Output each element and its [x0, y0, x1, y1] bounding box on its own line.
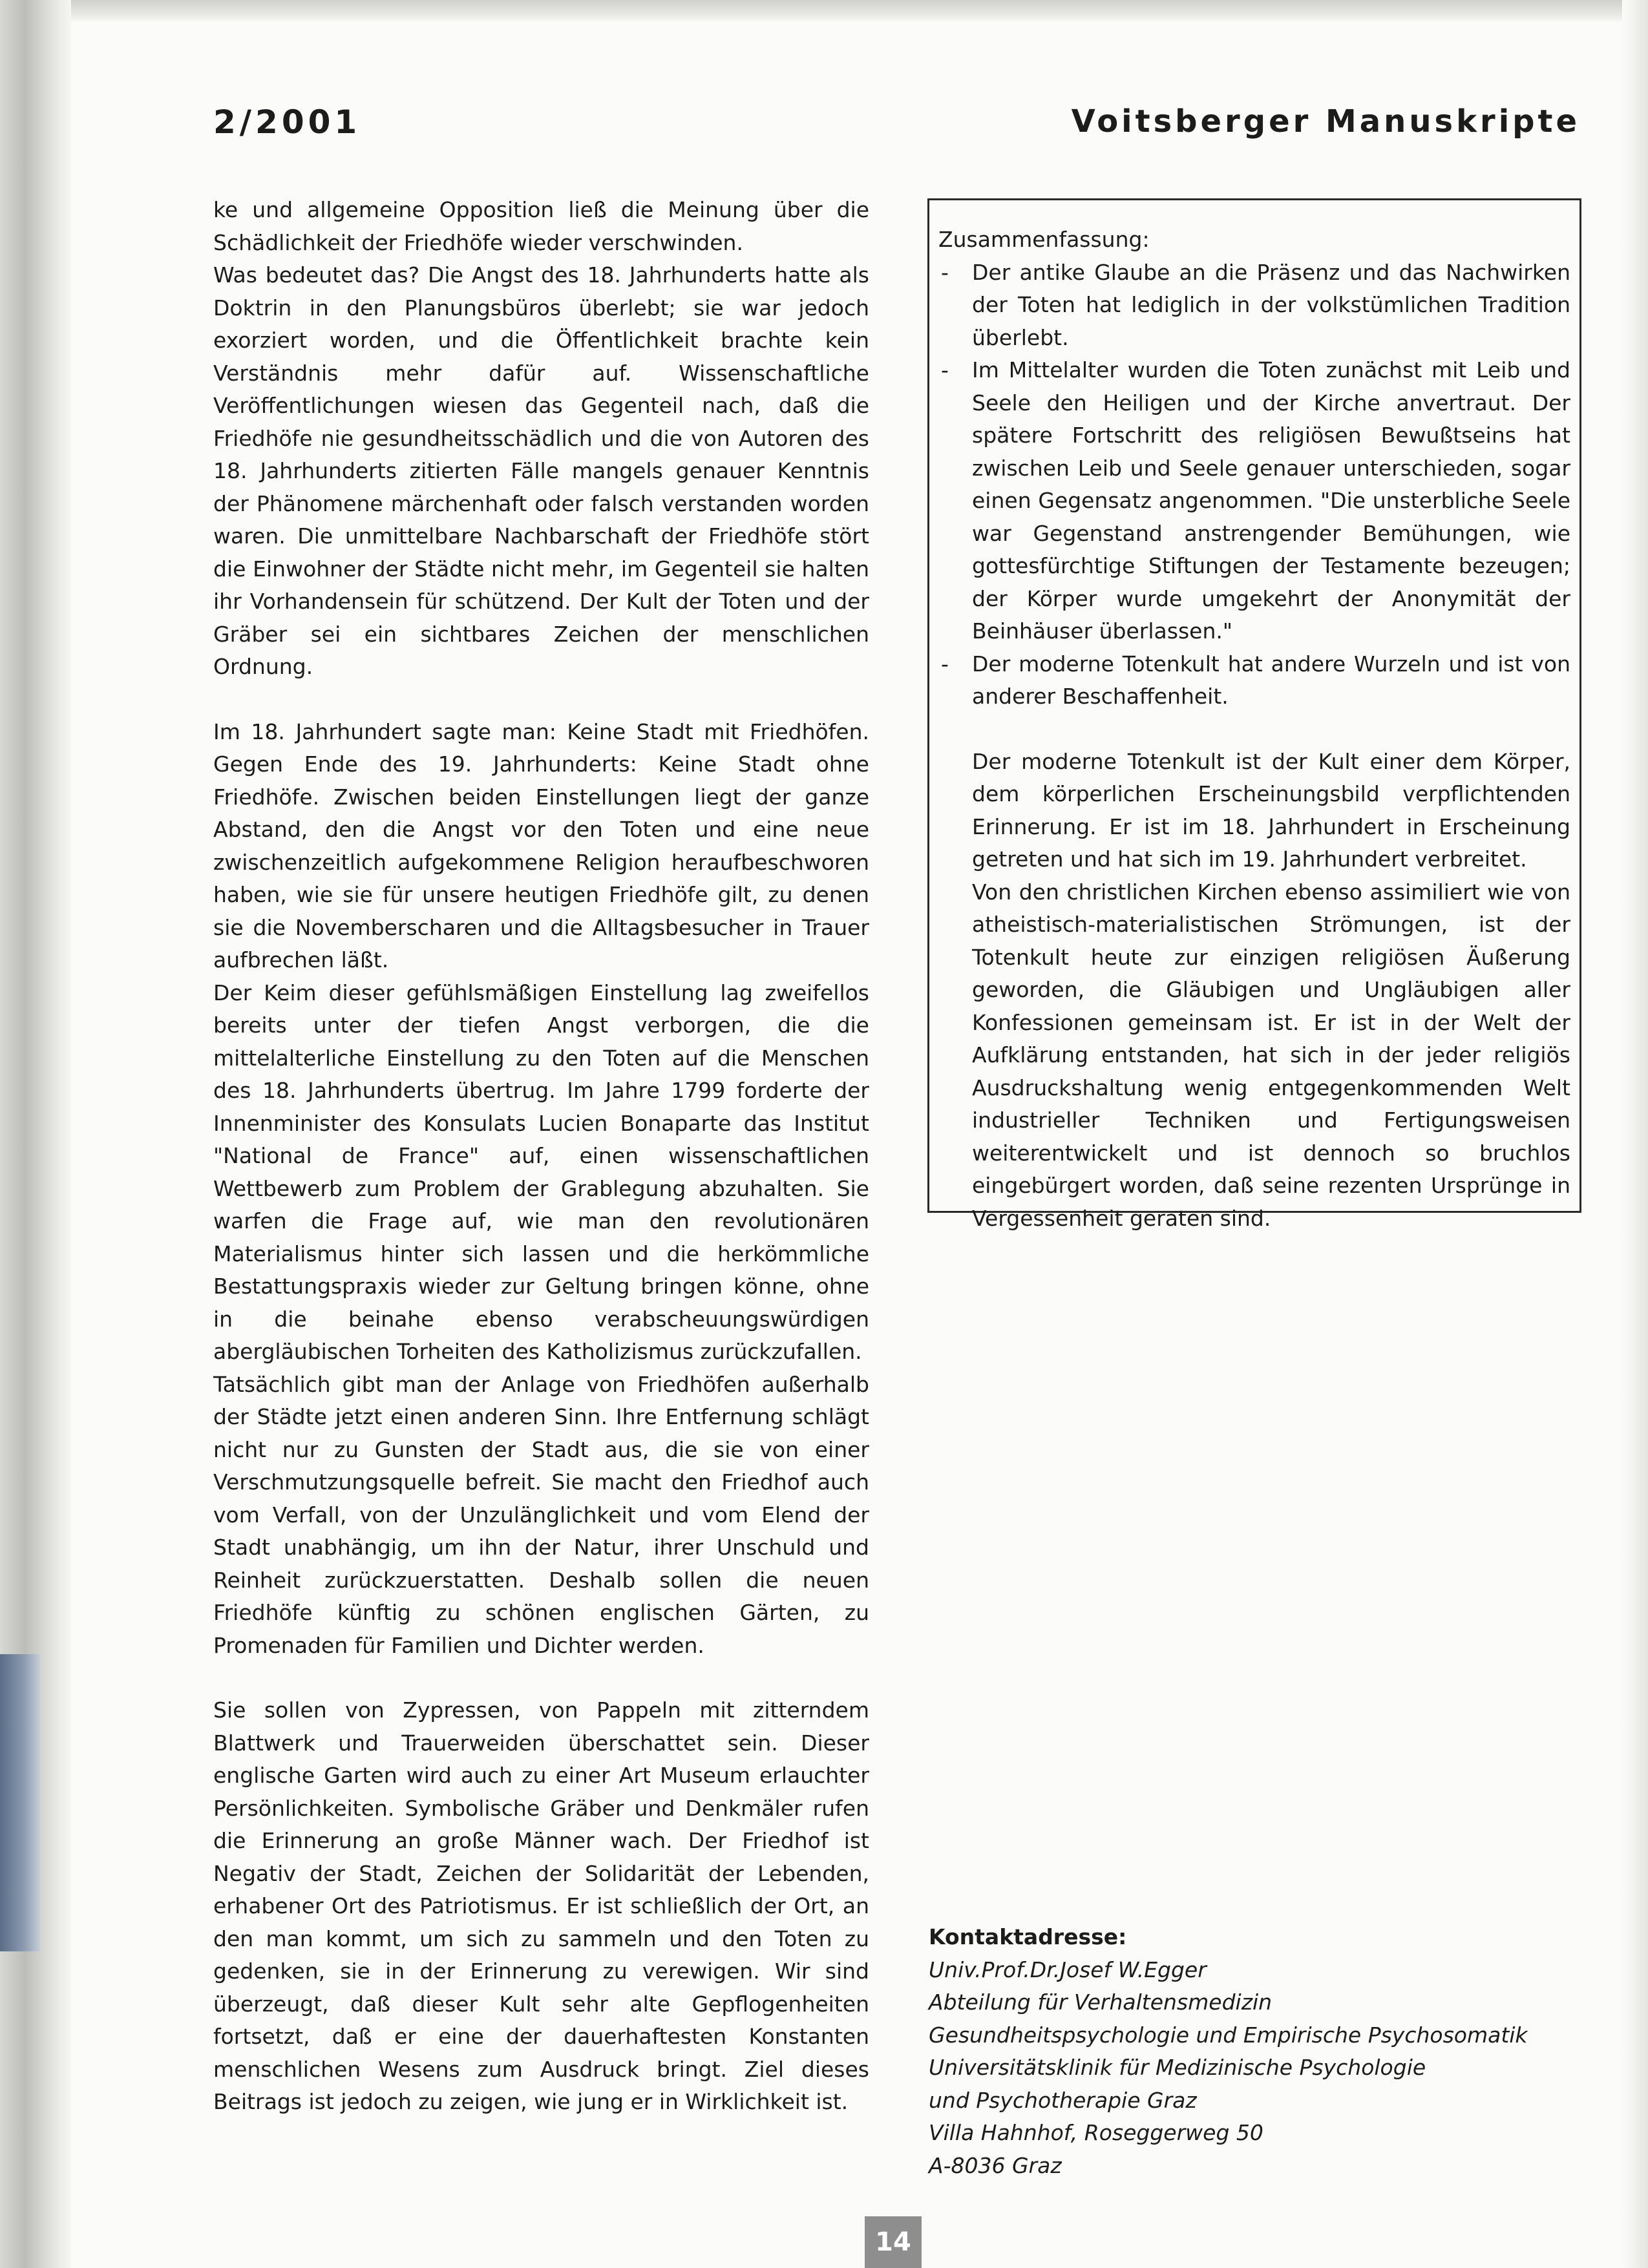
- scan-edge-blue-strip: [0, 1654, 40, 1951]
- body-paragraph: Sie sollen von Zypressen, von Pappeln mit zitterndem Blattwerk und Trauerweiden überschattet sein. Dieser englische Garten wird auch zu einer Art Museum erlauchter Persönlichkeiten. Symbolische Gräber und Denkmäler rufen die Erinnerung an große Männer wach. Der Friedhof ist Negativ der Stadt, Zeichen der Solidarität der Lebenden, erhabener Ort des Patriotismus. Er ist schließlich der Ort, an den man kommt, um sich zu sammeln und den Toten zu gedenken, sie in der Erinnerung zu verewigen. Wir sind überzeugt, daß dieser Kult sehr alte Gepflogenheiten fortsetzt, daß er eine der dauerhaftesten Konstanten menschlichen Wesens zum Ausdruck bringt. Ziel dieses Beitrags ist jedoch zu zeigen, wie jung er in Wirklichkeit ist.: [213, 1697, 869, 2114]
- body-paragraph: Was bedeutet das? Die Angst des 18. Jahrhunderts hatte als Doktrin in den Planungsbüros überlebt; sie war jedoch exorziert worden, und die Öffentlichkeit brachte kein Verständnis mehr dafür auf. Wissenschaftliche Veröffentlichungen wiesen das Gegenteil nach, daß die Friedhöfe nie gesundheitsschädlich und die von Autoren des 18. Jahrhunderts zitierten Fälle mangels genauer Kenntnis der Phänomene märchenhaft oder falsch verstanden worden waren. Die unmittelbare Nachbarschaft der Friedhöfe stört die Einwohner der Städte nicht mehr, im Gegenteil sie halten ihr Vorhandensein für schützend. Der Kult der Toten und der Gräber sei ein sichtbares Zeichen der menschlichen Ordnung.: [213, 262, 869, 679]
- summary-list-item: - Der antike Glaube an die Präsenz und das Nachwirken der Toten hat lediglich in der volkstümlichen Tradition überlebt.: [941, 259, 1570, 350]
- summary-item-text: Im Mittelalter wurden die Toten zunächst mit Leib und Seele den Heiligen und der Kirche anvertraut. Der spätere Fortschritt des religiösen Bewußtseins hat zwischen Leib und Seele genauer unterschieden, sogar einen Gegensatz angenommen. "Die unsterbliche Seele war Gegenstand anstrengender Bemühungen, wie gottesfürchtige Stiftungen der Testamente bezeugen; der Körper wurde umgekehrt der Anonymität der Beinhäuser überlassen.": [972, 357, 1570, 644]
- contact-title: Kontaktadresse:: [929, 1924, 1127, 1949]
- summary-list-item: - Im Mittelalter wurden die Toten zunächst mit Leib und Seele den Heiligen und der Kirche anvertraut. Der spätere Fortschritt des religiösen Bewußtseins hat zwischen Leib und Seele genauer unterschieden, sogar einen Gegensatz angenommen. "Die unsterbliche Seele war Gegenstand anstrengender Bemühungen, wie gottesfürchtige Stiftungen der Testamente bezeugen; der Körper wurde umgekehrt der Anonymität der Beinhäuser überlassen.": [941, 357, 1570, 644]
- summary-item-text: Der moderne Totenkult hat andere Wurzeln und ist von anderer Beschaffenheit.: [972, 651, 1570, 709]
- contact-address: [929, 1921, 1575, 2182]
- contact-line: A-8036 Graz: [929, 2152, 1062, 2178]
- summary-item-text: Der antike Glaube an die Präsenz und das Nachwirken der Toten hat lediglich in der volkstümlichen Tradition überlebt.: [972, 259, 1570, 350]
- scan-edge-top: [71, 0, 1622, 23]
- contact-line: Gesundheitspsychologie und Empirische Psychosomatik: [929, 2022, 1528, 2048]
- body-paragraph: Der Keim dieser gefühlsmäßigen Einstellung lag zweifellos bereits unter der tiefen Angst verborgen, die die mittelalterliche Einstellung zu den Toten auf die Menschen des 18. Jahrhunderts übertrug. Im Jahre 1799 forderte der Innenminister des Konsulats Lucien Bonaparte das Institut "National de France" auf, einen wissenschaftlichen Wettbewerb zum Problem der Grablegung abzuhalten. Sie warfen die Frage auf, wie man den revolutionären Materialismus hinter sich lassen und die herkömmliche Bestattungspraxis wieder zur Geltung bringen könne, ohne in die beinahe ebenso verabscheuungswürdigen abergläubischen Torheiten des Katholizismus zurückzufallen.: [213, 980, 869, 1364]
- summary-paragraph: Von den christlichen Kirchen ebenso assimiliert wie von atheistisch-materialistischen Strömungen, ist der Totenkult heute zur einzigen religiösen Äußerung geworden, die Gläubigen und Ungläubigen aller Konfessionen gemeinsam ist. Er ist in der Welt der Aufklärung entstanden, hat sich in der jeder religiös Ausdruckshaltung wenig entgegenkommenden Welt industrieller Techniken und Fertigungsweisen weiterentwickelt und ist dennoch so bruchlos eingebürgert worden, daß seine rezenten Ursprünge in Vergessenheit geraten sind.: [972, 879, 1570, 1231]
- journal-title: Voitsberger Manuskripte: [1071, 103, 1580, 140]
- contact-line: Univ.Prof.Dr.Josef W.Egger: [929, 1957, 1207, 1982]
- issue-number: 2/2001: [213, 103, 361, 141]
- body-paragraph: Im 18. Jahrhundert sagte man: Keine Stadt mit Friedhöfen. Gegen Ende des 19. Jahrhunderts: Keine Stadt ohne Friedhöfe. Zwischen beiden Einstellungen liegt der ganze Abstand, den die Angst vor den Toten und eine neue zwischenzeitlich aufgekommene Religion heraufbeschworen haben, wie sie für unsere heutigen Friedhöfe gilt, zu denen sie die Novemberscharen und die Alltagsbesucher in Trauer aufbrechen läßt.: [213, 719, 869, 972]
- contact-line: Universitätsklinik für Medizinische Psychologie: [929, 2055, 1426, 2080]
- left-column: [213, 194, 869, 2119]
- contact-line: Abteilung für Verhaltensmedizin: [929, 1990, 1273, 2015]
- summary-box: [927, 198, 1581, 1231]
- scan-edge-right: [1622, 0, 1648, 2268]
- body-paragraph: Tatsächlich gibt man der Anlage von Friedhöfen außerhalb der Städte jetzt einen anderen Sinn. Ihre Entfernung schlägt nicht nur zu Gunsten der Stadt aus, die sie von einer Verschmutzungsquelle befreit. Sie macht den Friedhof auch vom Verfall, von der Unzulänglichkeit und vom Elend der Stadt unabhängig, um ihn der Natur, ihrer Unschuld und Reinheit zurückzuerstatten. Deshalb sollen die neuen Friedhöfe künftig zu schönen englischen Gärten, zu Promenaden für Familien und Dichter werden.: [213, 1371, 869, 1658]
- summary-title: Zusammenfassung:: [938, 227, 1150, 252]
- summary-list-item: - Der moderne Totenkult hat andere Wurzeln und ist von anderer Beschaffenheit.: [941, 651, 1570, 709]
- body-paragraph: ke und allgemeine Opposition ließ die Meinung über die Schädlichkeit der Friedhöfe wieder verschwinden.: [213, 197, 869, 255]
- contact-line: Villa Hahnhof, Roseggerweg 50: [929, 2120, 1263, 2145]
- page-number: 14: [865, 2216, 922, 2268]
- contact-line: und Psychotherapie Graz: [929, 2087, 1197, 2113]
- summary-paragraph: Der moderne Totenkult ist der Kult einer dem Körper, dem körperlichen Erscheinungsbild verpflichtenden Erinnerung. Er ist im 18. Jahrhundert in Erscheinung getreten und hat sich im 19. Jahrhundert verbreitet.: [972, 748, 1570, 872]
